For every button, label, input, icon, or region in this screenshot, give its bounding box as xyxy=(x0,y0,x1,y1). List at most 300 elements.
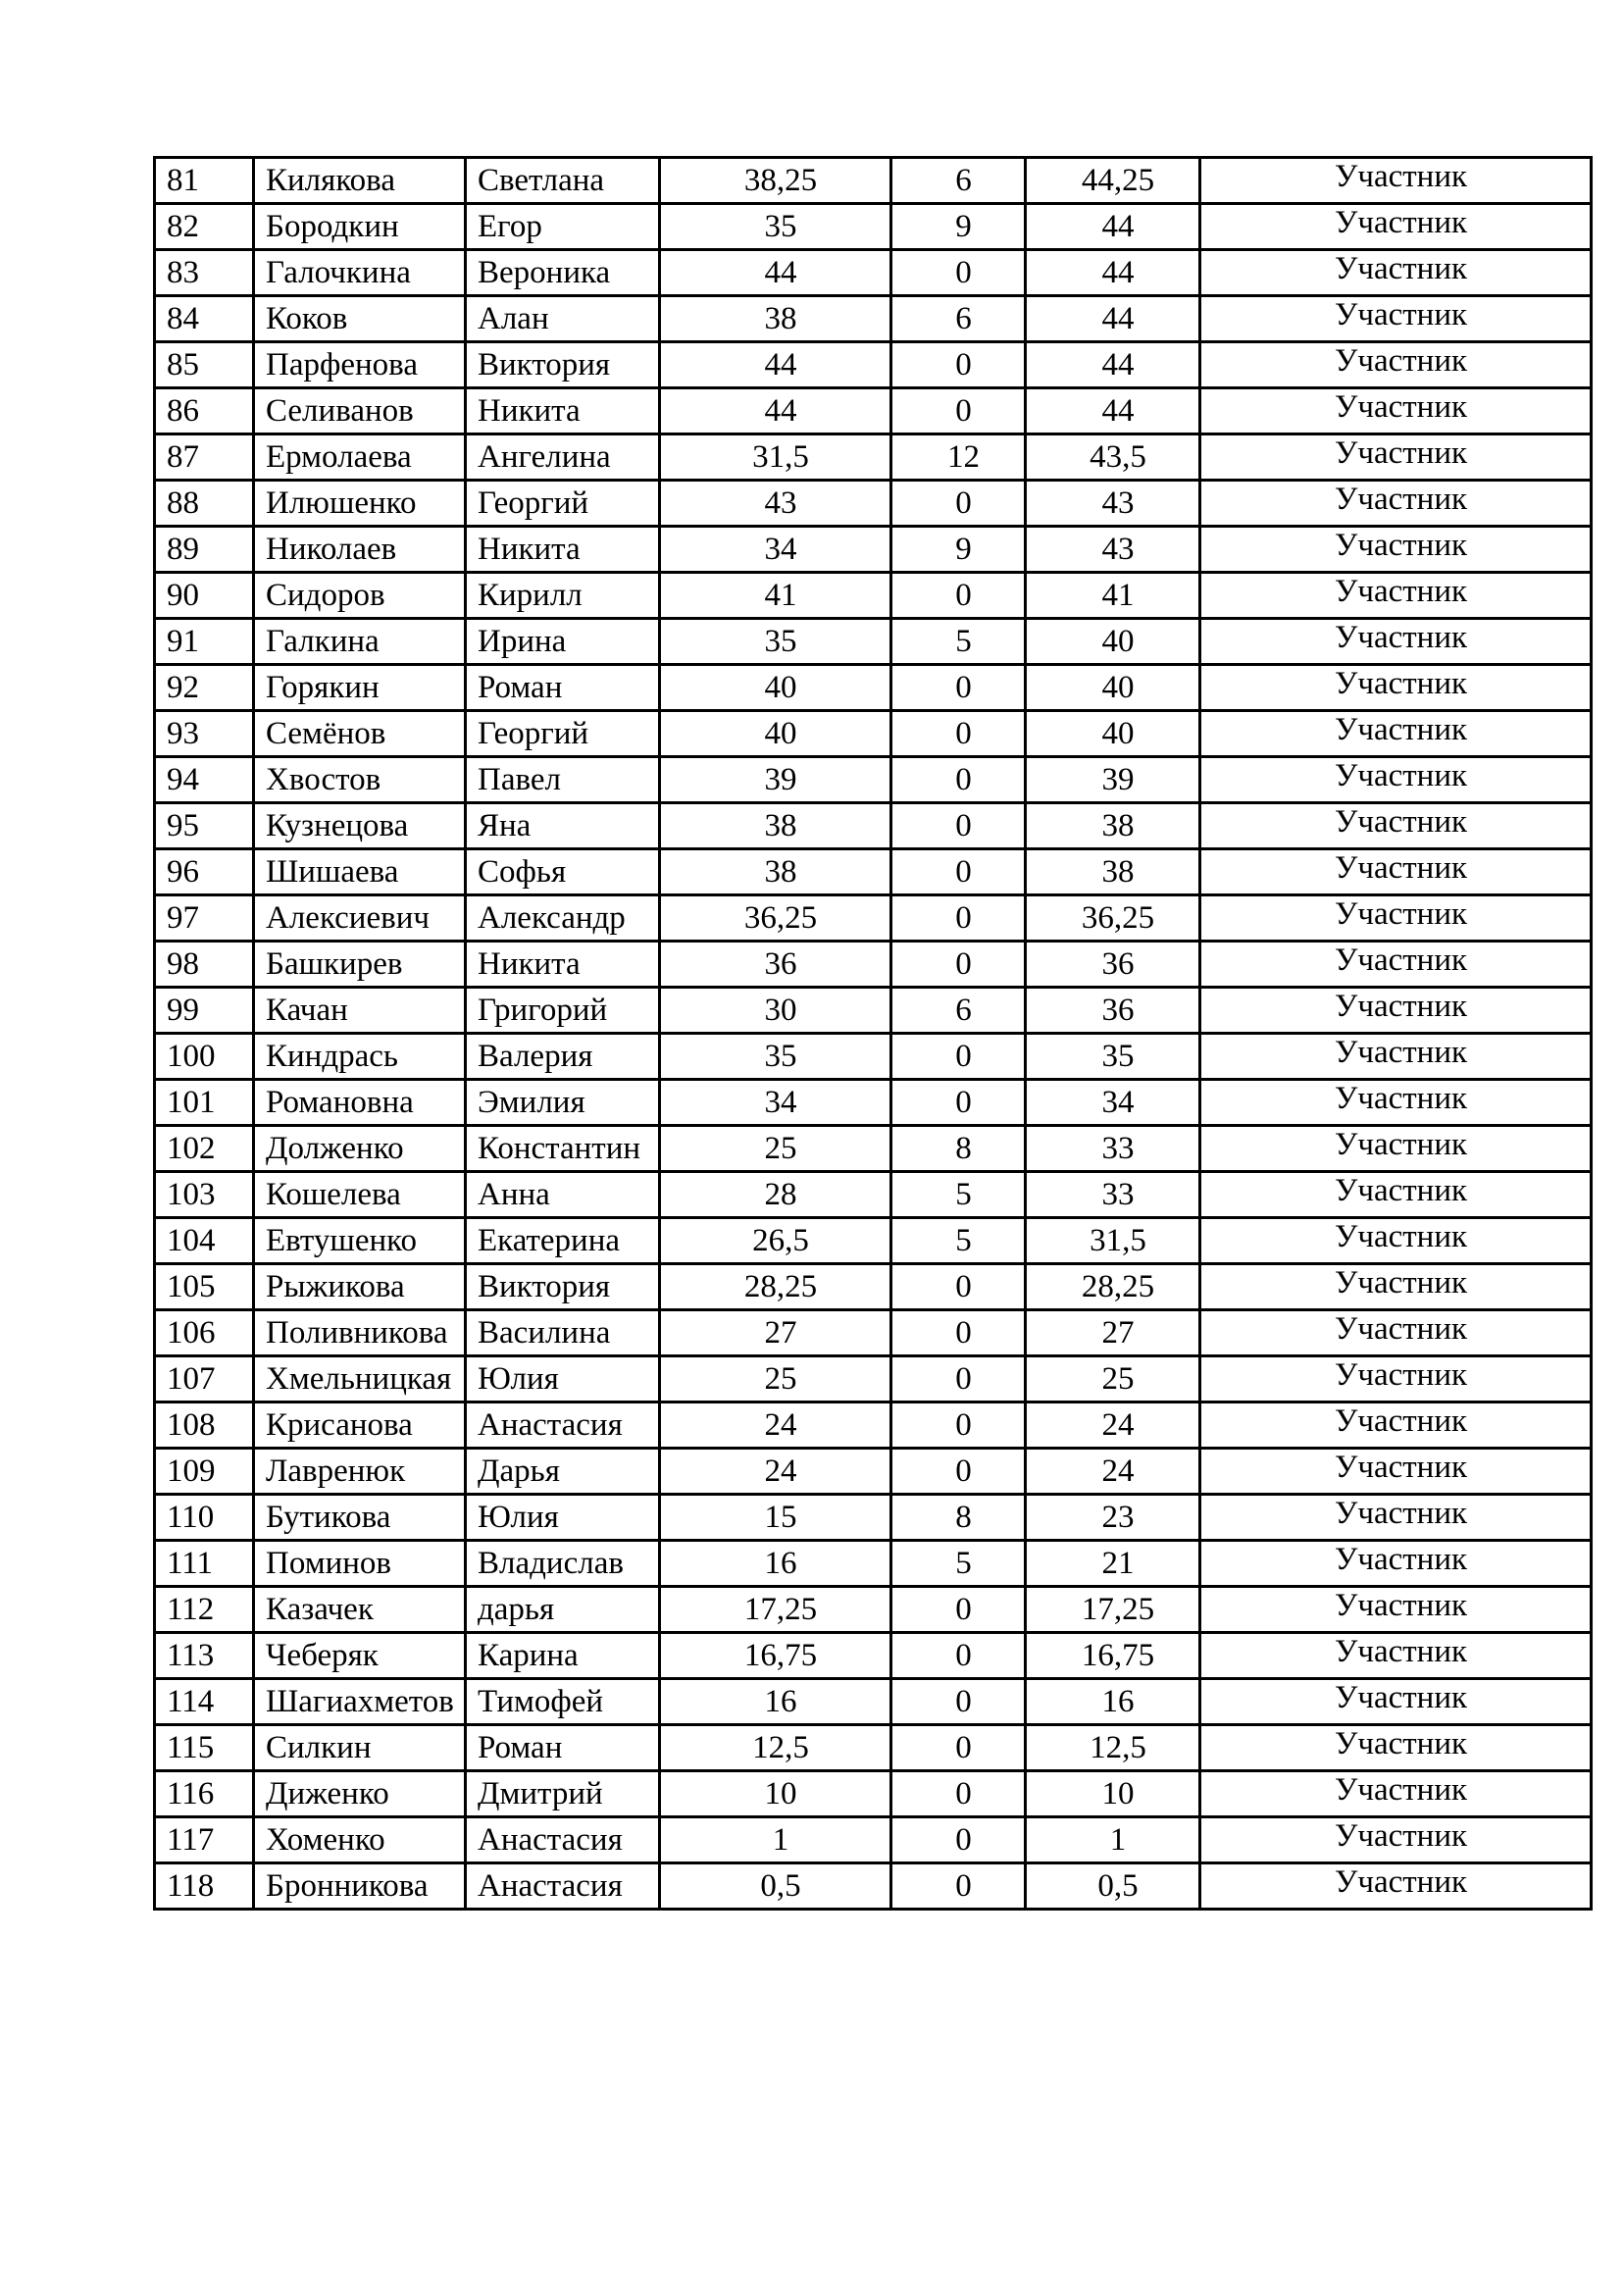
cell-status-text: Участник xyxy=(1334,943,1468,978)
cell-number-text: 96 xyxy=(167,854,199,890)
cell-score-1-text: 40 xyxy=(764,716,797,751)
cell-number-text: 113 xyxy=(167,1638,215,1673)
cell-surname xyxy=(254,711,466,757)
table-row xyxy=(155,1356,1592,1402)
cell-first-name-text: Ангелина xyxy=(478,439,611,475)
table-row xyxy=(155,296,1592,342)
cell-status xyxy=(1200,250,1592,296)
cell-score-2-text: 0 xyxy=(955,1269,972,1304)
table-row xyxy=(155,1126,1592,1172)
cell-status xyxy=(1200,849,1592,895)
cell-surname xyxy=(254,1725,466,1771)
cell-score-1-text: 38 xyxy=(764,808,797,843)
cell-number-text: 108 xyxy=(167,1407,216,1443)
cell-score-1-text: 24 xyxy=(764,1407,797,1443)
cell-status-text: Участник xyxy=(1334,1588,1468,1623)
cell-number xyxy=(155,296,254,342)
cell-status xyxy=(1200,481,1592,527)
cell-surname xyxy=(254,1218,466,1264)
cell-total-text: 16 xyxy=(1101,1684,1135,1719)
cell-score-2-text: 8 xyxy=(955,1131,972,1166)
table-row xyxy=(155,1679,1592,1725)
cell-score-2-text: 5 xyxy=(955,1546,972,1581)
cell-first-name xyxy=(466,757,660,803)
cell-score-1-text: 16 xyxy=(764,1546,797,1581)
cell-status-text: Участник xyxy=(1334,1634,1468,1669)
cell-first-name xyxy=(466,1449,660,1495)
cell-surname-text: Коков xyxy=(266,301,348,336)
cell-surname xyxy=(254,250,466,296)
cell-score-1-text: 24 xyxy=(764,1454,797,1489)
cell-surname xyxy=(254,1863,466,1910)
cell-score-1-text: 38,25 xyxy=(743,163,818,198)
cell-score-2 xyxy=(891,1863,1026,1910)
cell-score-2 xyxy=(891,1541,1026,1587)
cell-score-1 xyxy=(660,1080,891,1126)
cell-status-text: Участник xyxy=(1334,1818,1468,1854)
cell-surname xyxy=(254,1495,466,1541)
cell-surname-text: Киндрась xyxy=(266,1039,398,1074)
cell-score-2 xyxy=(891,803,1026,849)
cell-surname xyxy=(254,803,466,849)
cell-first-name-text: Александр xyxy=(478,900,626,936)
cell-total xyxy=(1026,1541,1200,1587)
cell-total xyxy=(1026,204,1200,250)
cell-number-text: 103 xyxy=(167,1177,216,1212)
cell-score-2 xyxy=(891,296,1026,342)
cell-score-2 xyxy=(891,1402,1026,1449)
cell-total-text: 43,5 xyxy=(1090,439,1146,475)
cell-number-text: 89 xyxy=(167,532,199,567)
cell-status-text: Участник xyxy=(1334,1357,1468,1393)
cell-score-2-text: 0 xyxy=(955,1361,972,1397)
cell-first-name-text: Анастасия xyxy=(478,1822,623,1858)
cell-score-2 xyxy=(891,1126,1026,1172)
cell-score-1-text: 44 xyxy=(764,347,797,382)
cell-number xyxy=(155,434,254,481)
cell-score-1 xyxy=(660,711,891,757)
cell-surname-text: Бородкин xyxy=(266,209,399,244)
cell-status-text: Участник xyxy=(1334,297,1468,332)
cell-first-name-text: Валерия xyxy=(478,1039,593,1074)
cell-score-1 xyxy=(660,573,891,619)
cell-number xyxy=(155,1771,254,1817)
cell-score-2 xyxy=(891,388,1026,434)
cell-total xyxy=(1026,1080,1200,1126)
cell-first-name-text: Светлана xyxy=(478,163,605,198)
cell-score-1 xyxy=(660,296,891,342)
cell-status-text: Участник xyxy=(1334,896,1468,932)
cell-score-1-text: 34 xyxy=(764,532,797,567)
cell-total-text: 35 xyxy=(1101,1039,1135,1074)
cell-score-2 xyxy=(891,895,1026,942)
cell-score-2 xyxy=(891,1264,1026,1310)
cell-status xyxy=(1200,1218,1592,1264)
cell-score-1 xyxy=(660,250,891,296)
cell-total xyxy=(1026,711,1200,757)
cell-surname-text: Галкина xyxy=(266,624,380,659)
cell-total xyxy=(1026,849,1200,895)
cell-total xyxy=(1026,1449,1200,1495)
cell-first-name-text: Роман xyxy=(478,670,563,705)
cell-total xyxy=(1026,434,1200,481)
cell-total-text: 44 xyxy=(1101,209,1135,244)
cell-surname xyxy=(254,665,466,711)
cell-total-text: 21 xyxy=(1101,1546,1135,1581)
cell-number-text: 118 xyxy=(167,1868,215,1904)
cell-status xyxy=(1200,342,1592,388)
cell-score-1 xyxy=(660,204,891,250)
cell-total-text: 36,25 xyxy=(1081,900,1155,936)
cell-score-1 xyxy=(660,342,891,388)
cell-surname-text: Крисанова xyxy=(266,1407,413,1443)
cell-score-1-text: 35 xyxy=(764,624,797,659)
cell-score-1-text: 1 xyxy=(772,1822,789,1858)
cell-first-name xyxy=(466,250,660,296)
cell-score-2-text: 5 xyxy=(955,624,972,659)
cell-first-name xyxy=(466,1264,660,1310)
cell-number-text: 87 xyxy=(167,439,199,475)
cell-score-1-text: 39 xyxy=(764,762,797,797)
cell-total xyxy=(1026,573,1200,619)
cell-score-2-text: 0 xyxy=(955,854,972,890)
cell-status xyxy=(1200,1080,1592,1126)
cell-score-1-text: 34 xyxy=(764,1085,797,1120)
table-row xyxy=(155,757,1592,803)
cell-score-1-text: 17,25 xyxy=(743,1592,818,1627)
cell-score-1-text: 16 xyxy=(764,1684,797,1719)
cell-status-text: Участник xyxy=(1334,1265,1468,1300)
cell-total xyxy=(1026,1633,1200,1679)
cell-status xyxy=(1200,1587,1592,1633)
cell-score-2-text: 9 xyxy=(955,209,972,244)
table-row xyxy=(155,895,1592,942)
cell-status-text: Участник xyxy=(1334,1496,1468,1531)
cell-score-1 xyxy=(660,665,891,711)
cell-score-2-text: 5 xyxy=(955,1177,972,1212)
cell-score-2-text: 0 xyxy=(955,762,972,797)
table-row xyxy=(155,665,1592,711)
cell-score-1-text: 25 xyxy=(764,1361,797,1397)
cell-status xyxy=(1200,1356,1592,1402)
cell-score-2-text: 0 xyxy=(955,1039,972,1074)
cell-surname-text: Илюшенко xyxy=(266,485,417,521)
cell-status-text: Участник xyxy=(1334,389,1468,425)
cell-total xyxy=(1026,1356,1200,1402)
cell-status xyxy=(1200,1449,1592,1495)
cell-score-1 xyxy=(660,757,891,803)
cell-total xyxy=(1026,1126,1200,1172)
cell-score-2 xyxy=(891,665,1026,711)
cell-first-name-text: Григорий xyxy=(478,993,608,1028)
cell-score-2 xyxy=(891,1449,1026,1495)
cell-number-text: 84 xyxy=(167,301,199,336)
cell-status xyxy=(1200,665,1592,711)
cell-status xyxy=(1200,895,1592,942)
cell-surname xyxy=(254,895,466,942)
cell-score-2 xyxy=(891,1633,1026,1679)
cell-total-text: 33 xyxy=(1101,1177,1135,1212)
cell-surname-text: Галочкина xyxy=(266,255,411,290)
cell-number xyxy=(155,388,254,434)
cell-total-text: 34 xyxy=(1101,1085,1135,1120)
cell-number xyxy=(155,1495,254,1541)
cell-surname-text: Поливникова xyxy=(266,1315,448,1351)
cell-first-name-text: Анна xyxy=(478,1177,550,1212)
cell-score-2 xyxy=(891,1725,1026,1771)
cell-surname-text: Лавренюк xyxy=(266,1454,406,1489)
cell-score-1 xyxy=(660,1725,891,1771)
cell-score-1 xyxy=(660,1863,891,1910)
table-row xyxy=(155,250,1592,296)
cell-status-text: Участник xyxy=(1334,850,1468,886)
cell-surname-text: Шагиахметов xyxy=(266,1684,454,1719)
cell-status xyxy=(1200,204,1592,250)
cell-score-2-text: 9 xyxy=(955,532,972,567)
cell-surname xyxy=(254,1679,466,1725)
cell-score-1-text: 36 xyxy=(764,946,797,982)
cell-score-1-text: 31,5 xyxy=(752,439,809,475)
cell-status-text: Участник xyxy=(1334,758,1468,793)
cell-score-2-text: 6 xyxy=(955,301,972,336)
cell-first-name-text: Кирилл xyxy=(478,578,583,613)
cell-total-text: 31,5 xyxy=(1090,1223,1146,1258)
cell-number-text: 117 xyxy=(167,1822,215,1858)
cell-number-text: 88 xyxy=(167,485,199,521)
cell-first-name-text: Роман xyxy=(478,1730,563,1765)
cell-status xyxy=(1200,434,1592,481)
cell-score-2 xyxy=(891,1587,1026,1633)
cell-number xyxy=(155,527,254,573)
cell-score-2-text: 0 xyxy=(955,393,972,429)
cell-total xyxy=(1026,942,1200,988)
cell-total xyxy=(1026,1402,1200,1449)
cell-number-text: 91 xyxy=(167,624,199,659)
cell-status-text: Участник xyxy=(1334,482,1468,517)
cell-score-2-text: 0 xyxy=(955,900,972,936)
cell-status xyxy=(1200,1495,1592,1541)
cell-score-1 xyxy=(660,481,891,527)
cell-score-2 xyxy=(891,158,1026,204)
cell-number-text: 85 xyxy=(167,347,199,382)
cell-surname xyxy=(254,849,466,895)
cell-score-2-text: 0 xyxy=(955,1822,972,1858)
cell-total xyxy=(1026,1264,1200,1310)
cell-number-text: 114 xyxy=(167,1684,215,1719)
table-row xyxy=(155,1264,1592,1310)
cell-surname xyxy=(254,388,466,434)
cell-surname xyxy=(254,1034,466,1080)
cell-score-2-text: 6 xyxy=(955,993,972,1028)
cell-first-name xyxy=(466,1356,660,1402)
cell-number xyxy=(155,204,254,250)
cell-number-text: 86 xyxy=(167,393,199,429)
cell-number-text: 115 xyxy=(167,1730,215,1765)
cell-total-text: 40 xyxy=(1101,624,1135,659)
cell-status-text: Участник xyxy=(1334,1173,1468,1208)
cell-status-text: Участник xyxy=(1334,666,1468,701)
cell-surname xyxy=(254,481,466,527)
cell-total xyxy=(1026,1679,1200,1725)
cell-score-2 xyxy=(891,1034,1026,1080)
cell-status xyxy=(1200,388,1592,434)
cell-status xyxy=(1200,1264,1592,1310)
cell-number xyxy=(155,1863,254,1910)
cell-number xyxy=(155,1587,254,1633)
cell-number xyxy=(155,1218,254,1264)
table-row xyxy=(155,1771,1592,1817)
cell-surname xyxy=(254,988,466,1034)
cell-total xyxy=(1026,296,1200,342)
cell-number xyxy=(155,1817,254,1863)
cell-status-text: Участник xyxy=(1334,1035,1468,1070)
cell-total-text: 12,5 xyxy=(1090,1730,1146,1765)
cell-score-2-text: 0 xyxy=(955,485,972,521)
cell-first-name xyxy=(466,342,660,388)
cell-status-text: Участник xyxy=(1334,343,1468,379)
cell-surname-text: Парфенова xyxy=(266,347,418,382)
cell-score-2-text: 0 xyxy=(955,1454,972,1489)
cell-first-name-text: Никита xyxy=(478,393,581,429)
cell-surname xyxy=(254,573,466,619)
cell-total-text: 44,25 xyxy=(1081,163,1155,198)
cell-status-text: Участник xyxy=(1334,989,1468,1024)
cell-total-text: 24 xyxy=(1101,1454,1135,1489)
cell-first-name-text: Екатерина xyxy=(478,1223,621,1258)
cell-total-text: 25 xyxy=(1101,1361,1135,1397)
cell-total xyxy=(1026,1495,1200,1541)
cell-number xyxy=(155,711,254,757)
cell-score-2 xyxy=(891,942,1026,988)
cell-status-text: Участник xyxy=(1334,435,1468,471)
cell-number-text: 110 xyxy=(167,1500,215,1535)
cell-status xyxy=(1200,1725,1592,1771)
cell-number-text: 97 xyxy=(167,900,199,936)
cell-total xyxy=(1026,158,1200,204)
cell-surname xyxy=(254,296,466,342)
cell-score-2 xyxy=(891,342,1026,388)
cell-surname-text: Долженко xyxy=(266,1131,404,1166)
cell-total xyxy=(1026,757,1200,803)
cell-score-1-text: 38 xyxy=(764,301,797,336)
cell-total xyxy=(1026,803,1200,849)
cell-number-text: 100 xyxy=(167,1039,216,1074)
cell-total-text: 36 xyxy=(1101,993,1135,1028)
cell-first-name xyxy=(466,434,660,481)
cell-first-name-text: Виктория xyxy=(478,347,611,382)
cell-status-text: Участник xyxy=(1334,1403,1468,1439)
cell-surname-text: Килякова xyxy=(266,163,395,198)
cell-score-2-text: 0 xyxy=(955,1684,972,1719)
table-row xyxy=(155,1172,1592,1218)
table-row xyxy=(155,988,1592,1034)
table-row xyxy=(155,942,1592,988)
cell-score-2 xyxy=(891,1172,1026,1218)
cell-number xyxy=(155,342,254,388)
cell-total-text: 40 xyxy=(1101,716,1135,751)
cell-surname-text: Евтушенко xyxy=(266,1223,417,1258)
cell-score-1 xyxy=(660,1587,891,1633)
cell-score-1-text: 25 xyxy=(764,1131,797,1166)
cell-score-2-text: 8 xyxy=(955,1500,972,1535)
cell-score-2 xyxy=(891,1218,1026,1264)
cell-surname-text: Семёнов xyxy=(266,716,386,751)
cell-status-text: Участник xyxy=(1334,1680,1468,1715)
cell-surname-text: Шишаева xyxy=(266,854,399,890)
cell-number-text: 105 xyxy=(167,1269,216,1304)
cell-score-1 xyxy=(660,1218,891,1264)
cell-first-name-text: Тимофей xyxy=(478,1684,604,1719)
cell-status xyxy=(1200,1863,1592,1910)
cell-score-1 xyxy=(660,1817,891,1863)
cell-first-name xyxy=(466,849,660,895)
cell-score-1 xyxy=(660,1495,891,1541)
cell-score-1 xyxy=(660,1310,891,1356)
cell-first-name xyxy=(466,573,660,619)
cell-surname xyxy=(254,434,466,481)
cell-number-text: 82 xyxy=(167,209,199,244)
cell-score-2 xyxy=(891,1310,1026,1356)
cell-first-name-text: Алан xyxy=(478,301,549,336)
cell-score-2 xyxy=(891,1817,1026,1863)
cell-first-name xyxy=(466,1633,660,1679)
cell-total-text: 44 xyxy=(1101,255,1135,290)
table-row xyxy=(155,481,1592,527)
cell-first-name-text: Вероника xyxy=(478,255,611,290)
cell-first-name-text: Георгий xyxy=(478,716,589,751)
cell-score-2-text: 0 xyxy=(955,670,972,705)
cell-total-text: 27 xyxy=(1101,1315,1135,1351)
cell-first-name-text: Карина xyxy=(478,1638,579,1673)
cell-total xyxy=(1026,1172,1200,1218)
cell-first-name-text: Эмилия xyxy=(478,1085,585,1120)
cell-score-1-text: 26,5 xyxy=(752,1223,809,1258)
cell-status xyxy=(1200,1402,1592,1449)
cell-score-1 xyxy=(660,619,891,665)
cell-score-1 xyxy=(660,942,891,988)
cell-surname xyxy=(254,1633,466,1679)
cell-total xyxy=(1026,895,1200,942)
cell-surname-text: Хоменко xyxy=(266,1822,385,1858)
cell-first-name xyxy=(466,1863,660,1910)
cell-first-name-text: Анастасия xyxy=(478,1868,623,1904)
cell-number-text: 111 xyxy=(167,1546,214,1581)
cell-status-text: Участник xyxy=(1334,574,1468,609)
cell-score-1-text: 44 xyxy=(764,255,797,290)
cell-score-2 xyxy=(891,573,1026,619)
cell-score-2-text: 0 xyxy=(955,255,972,290)
cell-total xyxy=(1026,988,1200,1034)
cell-total-text: 38 xyxy=(1101,854,1135,890)
cell-score-1 xyxy=(660,988,891,1034)
cell-score-1-text: 40 xyxy=(764,670,797,705)
table-row xyxy=(155,1817,1592,1863)
cell-score-2 xyxy=(891,849,1026,895)
cell-score-2 xyxy=(891,757,1026,803)
cell-surname-text: Селиванов xyxy=(266,393,414,429)
cell-status xyxy=(1200,158,1592,204)
cell-surname-text: Качан xyxy=(266,993,348,1028)
cell-number-text: 81 xyxy=(167,163,199,198)
table-row xyxy=(155,434,1592,481)
cell-status-text: Участник xyxy=(1334,528,1468,563)
cell-surname-text: Хмельницкая xyxy=(266,1361,452,1397)
table-row xyxy=(155,1541,1592,1587)
table-row xyxy=(155,1034,1592,1080)
cell-surname xyxy=(254,1402,466,1449)
cell-number xyxy=(155,481,254,527)
cell-first-name xyxy=(466,481,660,527)
